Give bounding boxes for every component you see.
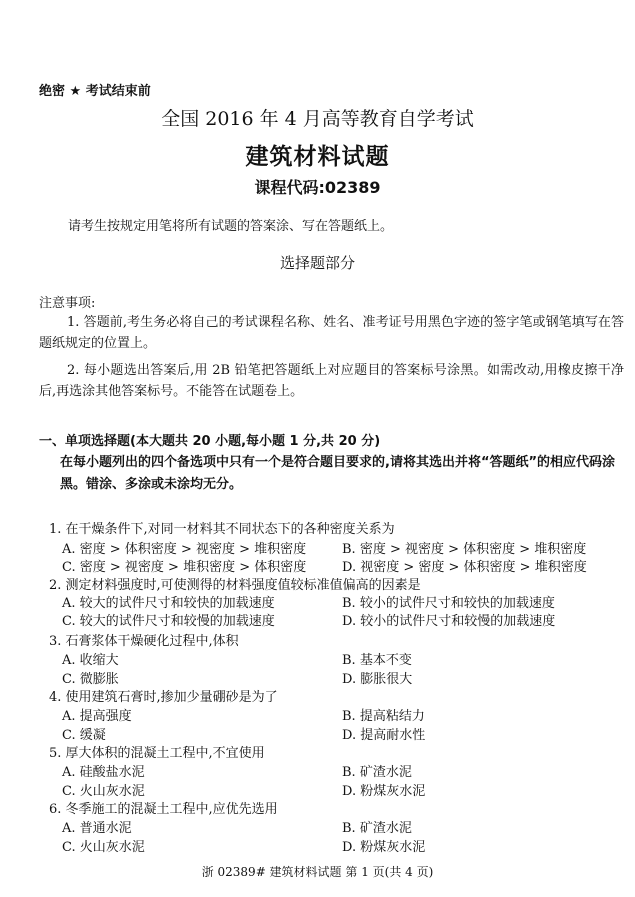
option-d: D. 视密度 > 密度 > 体积密度 > 堆积密度	[342, 560, 587, 575]
option-d: D. 提高耐水性	[342, 728, 426, 743]
option-a: A. 硅酸盐水泥	[62, 765, 145, 780]
option-b: B. 基本不变	[342, 653, 412, 668]
section-description: 在每小题列出的四个备选项中只有一个是符合题目要求的,请将其选出并将“答题纸”的相应代码涂黑。错涂、多涂或未涂均无分。	[60, 455, 616, 492]
page-footer: 浙 02389# 建筑材料试题 第 1 页(共 4 页)	[201, 865, 434, 879]
option-c: C. 火山灰水泥	[62, 840, 145, 855]
option-b: B. 较小的试件尺寸和较快的加载速度	[342, 596, 555, 611]
option-c: C. 较大的试件尺寸和较慢的加载速度	[62, 614, 275, 629]
section-heading: 一、单项选择题(本大题共 20 小题,每小题 1 分,共 20 分)	[39, 434, 381, 449]
option-d: D. 粉煤灰水泥	[342, 840, 426, 855]
option-b: B. 矿渣水泥	[342, 821, 412, 836]
question-stem: 4. 使用建筑石膏时,掺加少量硼砂是为了	[49, 690, 278, 705]
option-b: B. 提高粘结力	[342, 709, 425, 724]
question-stem: 1. 在干燥条件下,对同一材料其不同状态下的各种密度关系为	[49, 522, 395, 537]
option-d: D. 较小的试件尺寸和较慢的加载速度	[342, 614, 556, 629]
answer-instruction: 请考生按规定用笔将所有试题的答案涂、写在答题纸上。	[68, 219, 394, 234]
confidential-label: 绝密 ★ 考试结束前	[39, 84, 151, 99]
note-item: 2. 每小题选出答案后,用 2B 铅笔把答题纸上对应题目的答案标号涂黑。如需改动,用橡皮擦干净后,再选涂其他答案标号。不能答在试题卷上。	[39, 363, 624, 399]
option-c: C. 火山灰水泥	[62, 784, 145, 799]
note-item: 1. 答题前,考生务必将自己的考试课程名称、姓名、准考证号用黑色字迹的签字笔或钢笔填写在答题纸规定的位置上。	[39, 315, 624, 351]
question-stem: 5. 厚大体积的混凝土工程中,不宜使用	[49, 746, 265, 761]
option-c: C. 微膨胀	[62, 672, 119, 687]
option-d: D. 膨胀很大	[342, 672, 413, 687]
option-a: A. 收缩大	[62, 653, 119, 668]
course-code: 课程代码:02389	[254, 178, 381, 197]
option-d: D. 粉煤灰水泥	[342, 784, 426, 799]
option-a: A. 提高强度	[62, 709, 132, 724]
question-stem: 6. 冬季施工的混凝土工程中,应优先选用	[49, 802, 278, 817]
option-c: C. 缓凝	[62, 728, 106, 743]
notes-heading: 注意事项:	[39, 296, 96, 311]
option-c: C. 密度 > 视密度 > 堆积密度 > 体积密度	[62, 560, 307, 575]
option-a: A. 密度 > 体积密度 > 视密度 > 堆积密度	[62, 542, 307, 557]
subject-title: 建筑材料试题	[245, 144, 390, 170]
part-title: 选择题部分	[279, 254, 355, 272]
option-a: A. 较大的试件尺寸和较快的加载速度	[62, 596, 275, 611]
option-a: A. 普通水泥	[62, 821, 132, 836]
option-b: B. 密度 > 视密度 > 体积密度 > 堆积密度	[342, 542, 587, 557]
question-stem: 2. 测定材料强度时,可使测得的材料强度值较标准值偏高的因素是	[49, 578, 421, 593]
question-stem: 3. 石膏浆体干燥硬化过程中,体积	[49, 634, 239, 649]
exam-title: 全国 2016 年 4 月高等教育自学考试	[161, 108, 474, 130]
option-b: B. 矿渣水泥	[342, 765, 412, 780]
